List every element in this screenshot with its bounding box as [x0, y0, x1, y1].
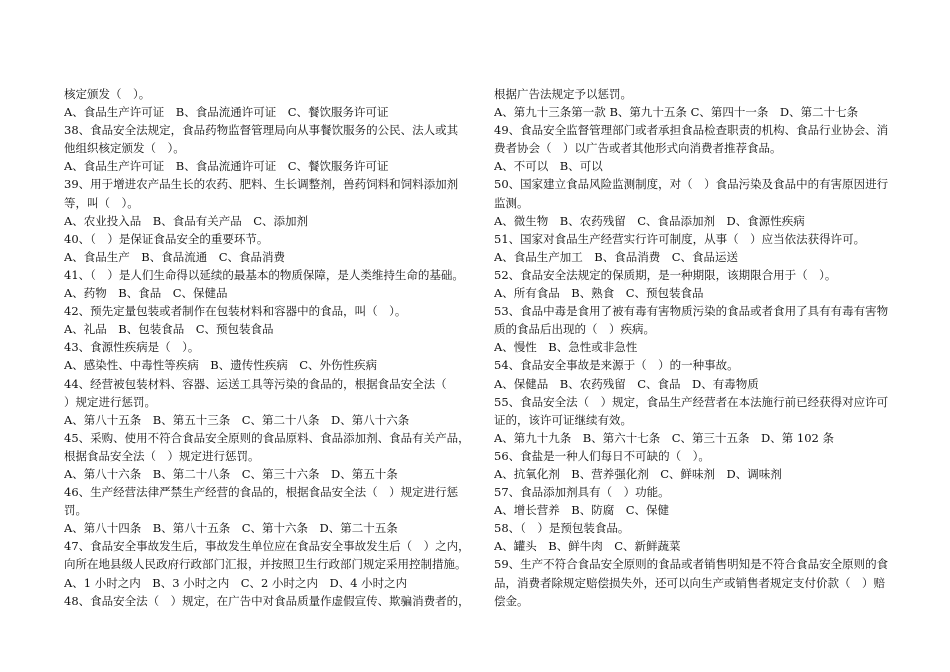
text-line: A、第八十六条 B、第二十八条 C、第三十六条 D、第五十条 [64, 466, 398, 481]
text-line: 43、食源性疾病是（ ）。 [64, 340, 200, 355]
text-line: A、第九十三条第一款 B、第九十五条 C、第四十一条 D、第二十七条 [494, 105, 859, 120]
text-line: 57、食品添加剂具有（ ）功能。 [494, 485, 670, 500]
text-line: A、食品生产 B、食品流通 C、食品消费 [64, 249, 286, 264]
text-line: 偿金。 [494, 593, 529, 608]
text-line: 54、食品安全事故是来源于（ ）的一种事故。 [494, 358, 739, 373]
text-line: A、礼品 B、包装食品 C、预包装食品 [64, 322, 274, 337]
text-line: A、罐头 B、鲜牛肉 C、新鲜蔬菜 [494, 539, 681, 554]
text-line: 44、经营被包装材料、容器、运送工具等污染的食品的，根据食品安全法（ [64, 376, 447, 391]
text-line: 品，消费者除规定赔偿损失外，还可以向生产或销售者规定支付价款（ ）赔 [494, 575, 885, 590]
text-line: A、第九十九条 B、第六十七条 C、第三十五条 D、第 102 条 [494, 430, 835, 445]
text-line: A、抗氧化剂 B、营养强化剂 C、鲜味剂 D、调味剂 [494, 466, 782, 481]
text-line: 50、国家建立食品风险监测制度，对（ ）食品污染及食品中的有害原因进行 [494, 177, 889, 192]
right-column [494, 85, 906, 610]
text-line: 46、生产经营法律严禁生产经营的食品的，根据食品安全法（ ）规定进行惩 [64, 485, 459, 500]
text-line: A、食品生产许可证 B、食品流通许可证 C、餐饮服务许可证 [64, 159, 389, 174]
text-line: ）规定进行惩罚。 [64, 394, 156, 409]
text-line: A、感染性、中毒性等疾病 B、遗传性疾病 C、外伤性疾病 [64, 358, 378, 373]
text-line: 39、用于增进农产品生长的农药、肥料、生长调整剂，兽药饲料和饲料添加剂 [64, 177, 459, 192]
text-line: 40、（ ）是保证食品安全的重要环节。 [64, 231, 269, 246]
left-column [64, 85, 484, 610]
text-line: 向所在地县级人民政府行政部门汇报，并按照卫生行政部门规定采用控制措施。 [64, 557, 467, 572]
text-line: A、慢性 B、急性或非急性 [494, 340, 638, 355]
text-line: 罚。 [64, 503, 87, 518]
text-line: 53、食品中毒是食用了被有毒有害物质污染的食品或者食用了具有有毒有害物 [494, 304, 889, 319]
text-line: 38、食品安全法规定，食品药物监督管理局向从事餐饮服务的公民、法人或其 [64, 123, 459, 138]
text-line: 52、食品安全法规定的保质期，是一种期限，该期限合用于（ ）。 [494, 267, 837, 282]
text-line: 48、食品安全法（ ）规定，在广告中对食品质量作虚假宣传、欺骗消费者的， [64, 593, 470, 608]
text-line: A、第八十四条 B、第八十五条 C、第十六条 D、第二十五条 [64, 521, 398, 536]
text-line: 证的，该许可证继续有效。 [494, 412, 632, 427]
text-line: 质的食品后出现的（ ）疾病。 [494, 322, 655, 337]
text-line: A、所有食品 B、熟食 C、预包装食品 [494, 286, 704, 301]
text-line: A、不可以 B、可以 [494, 159, 603, 174]
text-line: 核定颁发（ ）。 [64, 87, 151, 101]
text-line: 根据广告法规定予以惩罚。 [494, 87, 632, 101]
text-line: 费者协会（ ）以广告或者其他形式向消费者推荐食品。 [494, 141, 782, 156]
text-line: 监测。 [494, 195, 529, 210]
text-line: A、食品生产加工 B、食品消费 C、食品运送 [494, 249, 739, 264]
text-line: 56、食盐是一种人们每日不可缺的（ ）。 [494, 448, 710, 463]
text-line: 47、食品安全事故发生后，事故发生单位应在食品安全事故发生后（ ）之内， [64, 539, 470, 554]
text-line: A、1 小时之内 B、3 小时之内 C、2 小时之内 D、4 小时之内 [64, 575, 408, 590]
text-line: 51、国家对食品生产经营实行许可制度，从事（ ）应当依法获得许可。 [494, 231, 866, 246]
text-line: 49、食品安全监督管理部门或者承担食品检查职责的机构、食品行业协会、消 [494, 123, 889, 138]
text-line: 58、（ ）是预包装食品。 [494, 521, 630, 536]
text-line: 55、食品安全法（ ）规定，食品生产经营者在本法施行前已经获得对应许可 [494, 394, 889, 409]
text-line: A、农业投入品 B、食品有关产品 C、添加剂 [64, 213, 309, 228]
text-line: 根据食品安全法（ ）规定进行惩罚。 [64, 448, 260, 463]
text-line: A、增长营养 B、防腐 C、保健 [494, 503, 670, 518]
text-line: A、第八十五条 B、第五十三条 C、第二十八条 D、第八十六条 [64, 412, 410, 427]
text-line: 59、生产不符合食品安全原则的食品或者销售明知是不符合食品安全原则的食 [494, 557, 889, 572]
text-line: 他组织核定颁发（ ）。 [64, 141, 185, 156]
text-line: 41、（ ）是人们生命得以延续的最基本的物质保障，是人类维持生命的基础。 [64, 267, 464, 282]
text-line: A、食品生产许可证 B、食品流通许可证 C、餐饮服务许可证 [64, 105, 389, 120]
text-line: 等，叫（ ）。 [64, 195, 139, 210]
text-line: 42、预先定量包装或者制作在包装材料和容器中的食品，叫（ ）。 [64, 304, 407, 319]
text-line: A、微生物 B、农药残留 C、食品添加剂 D、食源性疾病 [494, 213, 805, 228]
text-line: A、保健品 B、农药残留 C、食品 D、有毒物质 [494, 376, 759, 391]
text-line: 45、采购、使用不符合食品安全原则的食品原料、食品添加剂、食品有关产品， [64, 430, 470, 445]
text-line: A、药物 B、食品 C、保健品 [64, 286, 228, 301]
